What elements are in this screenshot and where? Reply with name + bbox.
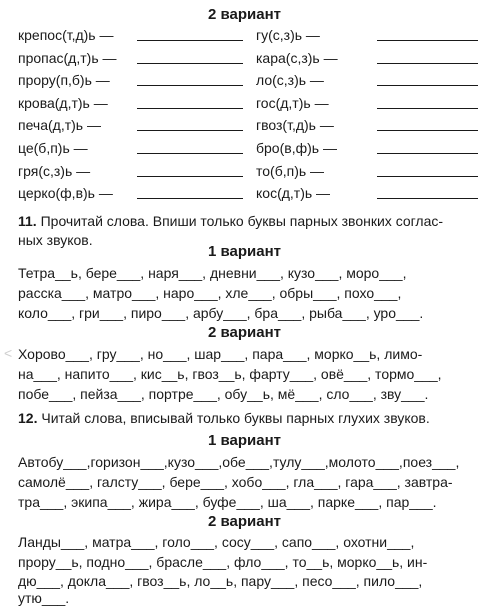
word-pair <box>18 163 90 180</box>
answer-blank[interactable] <box>377 176 478 177</box>
word-pair <box>18 185 113 202</box>
exercise-line: прору__ь, подно___, брасле___, фло___, то__ь, морко__ь, ин- <box>18 554 428 570</box>
answer-blank[interactable] <box>137 40 243 41</box>
word-with-choice: гу(с,з)ь — <box>256 27 320 43</box>
answer-blank[interactable] <box>377 40 478 41</box>
word-with-choice: бро(в,ф)ь — <box>256 140 337 156</box>
word-pair <box>256 140 337 157</box>
word-pair <box>256 95 329 112</box>
task-number: 12. <box>18 410 38 426</box>
answer-blank[interactable] <box>137 63 243 64</box>
word-with-choice: ло(с,з)ь — <box>256 72 324 88</box>
answer-blank[interactable] <box>137 85 243 86</box>
word-pair <box>256 185 330 202</box>
answer-blank[interactable] <box>377 198 478 199</box>
task-text: Читай слова, вписывай только буквы парных глухих звуков. <box>41 410 430 426</box>
answer-blank[interactable] <box>377 63 478 64</box>
task-text: Прочитай слова. Впиши только буквы парных звонких соглас- <box>40 213 444 229</box>
exercise-line: на___, напито___, кис__ь, гвоз__ь, фарту___, овё___, тормо___, <box>18 366 442 382</box>
word-with-choice: кос(д,т)ь — <box>256 185 331 201</box>
word-pair <box>256 27 320 44</box>
exercise-line: Автобу___,горизон___,кузо___,обе___,тулу___,молото___,поез___, <box>18 454 460 470</box>
word-with-choice: прору(п,б)ь — <box>18 72 110 88</box>
exercise-line: Ланды___, матра___, голо___, сосу___, сапо___, охотни___, <box>18 534 415 550</box>
exercise-line: расска___, матро___, наро___, хле___, обры___, похо___, <box>18 285 402 301</box>
word-with-choice: крова(д,т)ь — <box>18 95 108 111</box>
margin-mark: < <box>4 345 13 361</box>
task-text-continuation: ных звуков. <box>18 232 93 248</box>
word-pair <box>256 72 324 89</box>
task-12-instructions <box>18 409 480 428</box>
exercise-line: коло___, гри___, пиро___, арбу___, бра___, рыба___, уро___. <box>18 305 424 321</box>
word-with-choice: гря(с,з)ь — <box>18 163 91 179</box>
word-pair <box>18 140 88 157</box>
word-pair <box>18 27 114 44</box>
section1-heading: 2 вариант <box>207 6 281 23</box>
exercise-line: побе___, пейза___, портре___, обу__ь, мё___, сло___, зву___. <box>18 386 429 402</box>
task11-variant1-heading: 1 вариант <box>207 243 281 260</box>
exercise-line: утю___. <box>18 590 70 606</box>
word-with-choice: кара(с,з)ь — <box>256 50 338 66</box>
word-pair <box>18 50 117 67</box>
answer-blank[interactable] <box>137 153 243 154</box>
answer-blank[interactable] <box>137 176 243 177</box>
task12-variant1-heading: 1 вариант <box>207 432 281 449</box>
answer-blank[interactable] <box>137 108 243 109</box>
word-pair <box>18 72 110 89</box>
answer-blank[interactable] <box>377 130 478 131</box>
answer-blank[interactable] <box>377 153 478 154</box>
exercise-line: дю___, докла___, гвоз__ь, ло__ь, пару___, песо___, пило___, <box>18 573 423 589</box>
word-pair <box>256 117 334 134</box>
word-pair <box>256 163 324 180</box>
task-11-instructions <box>18 212 480 231</box>
answer-blank[interactable] <box>137 130 243 131</box>
word-pair <box>18 117 101 134</box>
word-with-choice: пропас(д,т)ь — <box>18 50 117 66</box>
exercise-line: Хорово___, гру___, но___, шар___, пара___, морко__ь, лимо- <box>18 346 423 362</box>
word-with-choice: гвоз(т,д)ь — <box>256 117 334 133</box>
word-with-choice: церко(ф,в)ь — <box>18 185 113 201</box>
task12-variant2-heading: 2 вариант <box>207 513 281 530</box>
answer-blank[interactable] <box>137 198 243 199</box>
answer-blank[interactable] <box>377 108 478 109</box>
word-pair <box>256 50 338 67</box>
exercise-line: самолё___, галсту___, бере___, хобо___, гла___, гара___, завтра- <box>18 474 453 490</box>
answer-blank[interactable] <box>377 85 478 86</box>
exercise-line: тра___, экипа___, жира___, буфе___, ша___, парке___, пар___. <box>18 494 437 510</box>
task11-variant2-heading: 2 вариант <box>207 324 281 341</box>
word-with-choice: печа(д,т)ь — <box>18 117 101 133</box>
word-with-choice: то(б,п)ь — <box>256 163 325 179</box>
word-with-choice: гос(д,т)ь — <box>256 95 329 111</box>
word-with-choice: крепос(т,д)ь — <box>18 27 114 43</box>
word-pair <box>18 95 108 112</box>
exercise-line: Тетра__ь, бере___, наря___, дневни___, кузо___, моро___, <box>18 265 407 281</box>
word-with-choice: це(б,п)ь — <box>18 140 88 156</box>
task-number: 11. <box>18 213 37 229</box>
